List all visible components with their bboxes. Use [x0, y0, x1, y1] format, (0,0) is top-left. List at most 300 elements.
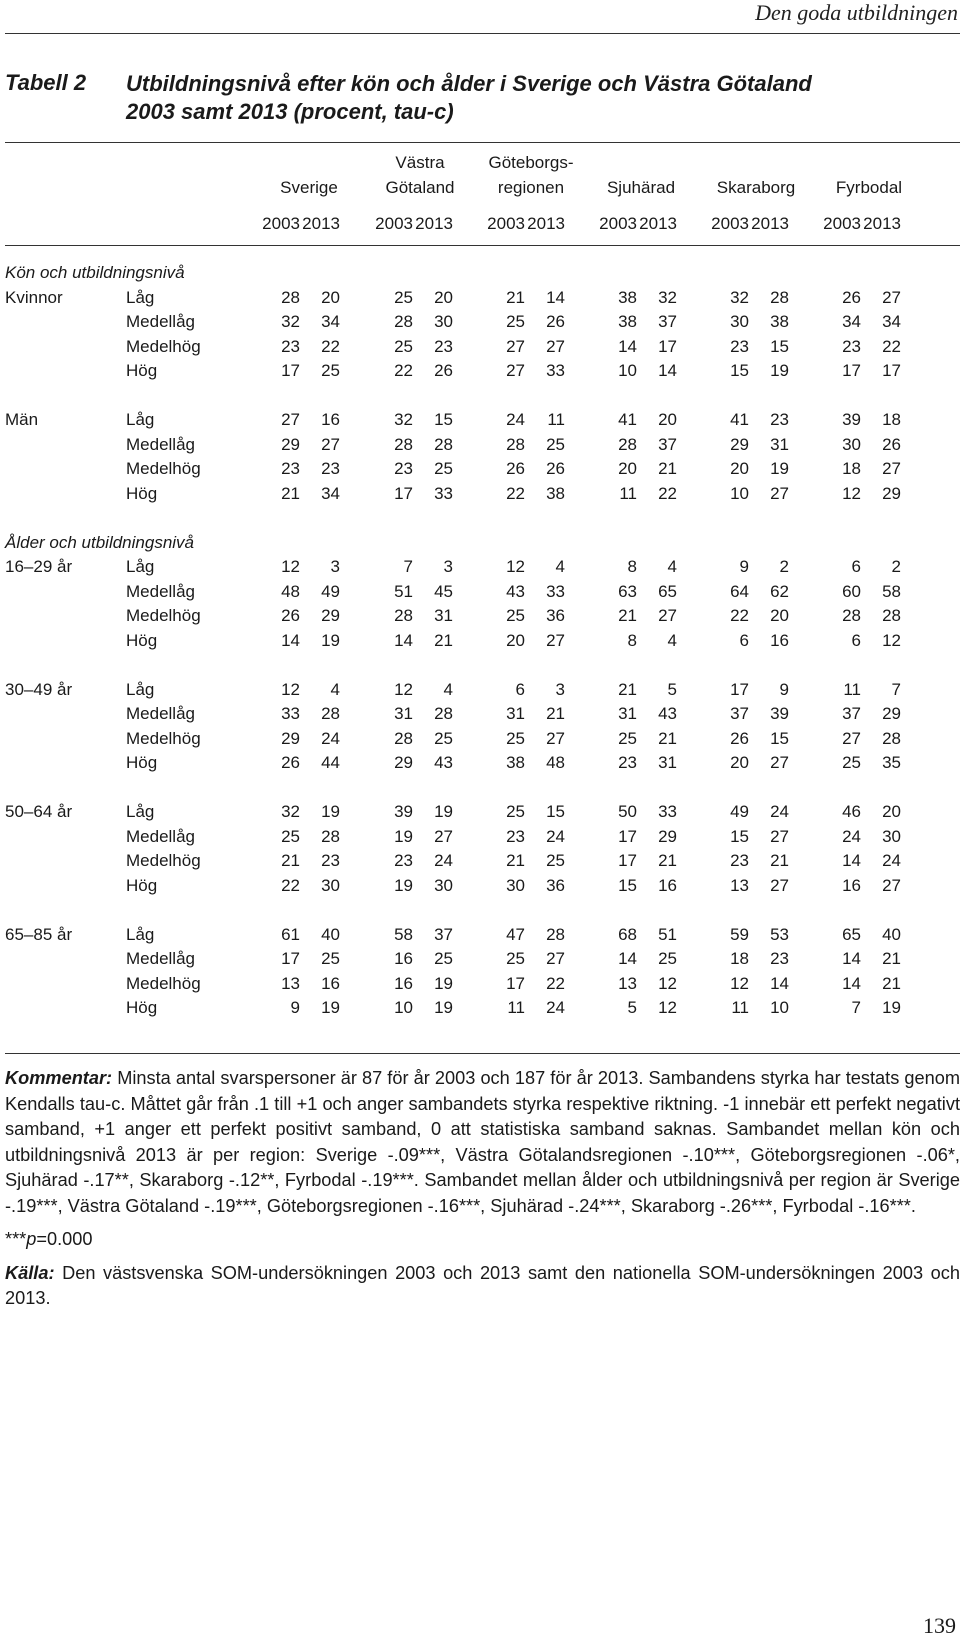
table-cell: 5 — [627, 998, 637, 1017]
table-cell: 17 — [281, 949, 300, 968]
level-label: Medellåg — [126, 434, 195, 454]
comment-text: Minsta antal svarspersoner är 87 för år 2003 och 187 för år 2013. Sambandens styrka har testats genom Kendalls tau-c. Måttet går från .1 till +1 och anger sambandets styrka respektive riktning. -1 innebär ett perfekt negativt samband, +1 anger ett perfekt positivt samband, 0 att statistiska samband saknas. Sambandet mellan kön och utbildningsnivå 2013 är per region: Sverige -.09***, Västra Götalandsregionen -.10***, Göteborgsregionen -.06*, Sjuhärad -.17**, Skaraborg -.12**, Fyrbodal -.19***. Sambandet mellan ålder och utbildningsnivå per region är Sverige -.19***, Västra Götaland -.19***, Göteborgsregionen -.16***, Sjuhärad -.24***, Skaraborg -.26***, Fyrbodal -.16***. — [5, 1068, 960, 1216]
level-label: Medellåg — [126, 949, 195, 968]
table-cell: 21 — [658, 728, 677, 748]
level-label: Hög — [126, 630, 158, 650]
column-header — [809, 150, 929, 200]
table-cell: 33 — [281, 704, 300, 723]
table-cell: 36 — [546, 606, 565, 625]
table-cell: 23 — [394, 851, 413, 870]
table-cell: 21 — [434, 630, 453, 650]
table-cell: 27 — [882, 287, 901, 307]
table-cell: 20 — [730, 459, 749, 478]
table-cell: 23 — [730, 336, 749, 356]
table-cell: 48 — [281, 581, 300, 601]
table-cell: 6 — [739, 630, 749, 650]
table-cell: 7 — [403, 557, 413, 576]
table-cell: 30 — [842, 434, 861, 454]
table-cell: 21 — [618, 679, 637, 699]
header-bottom-rule — [5, 245, 960, 246]
table-cell: 46 — [842, 802, 861, 821]
table-cell: 30 — [506, 875, 525, 895]
table-cell: 14 — [658, 361, 677, 380]
table-cell: 23 — [281, 336, 300, 356]
table-cell: 23 — [281, 459, 300, 478]
table-cell: 17 — [658, 336, 677, 356]
table-cell: 10 — [394, 998, 413, 1017]
table-cell: 21 — [506, 851, 525, 870]
table-cell: 27 — [882, 875, 901, 895]
table-cell: 37 — [434, 924, 453, 944]
table-cell: 47 — [506, 924, 525, 944]
table-cell: 10 — [770, 998, 789, 1017]
table-title — [126, 70, 812, 126]
table-cell: 25 — [506, 728, 525, 748]
group-label: Män — [5, 410, 39, 429]
table-cell: 29 — [882, 483, 901, 503]
table-cell: 49 — [730, 802, 749, 821]
table-cell: 23 — [321, 851, 340, 870]
level-label: Medelhög — [126, 459, 201, 478]
table-cell: 23 — [321, 459, 340, 478]
table-cell: 28 — [394, 606, 413, 625]
table-cell: 22 — [546, 973, 565, 993]
table-cell: 27 — [434, 826, 453, 846]
table-cell: 27 — [770, 753, 789, 772]
table-cell: 30 — [730, 312, 749, 331]
source-label: Källa: — [5, 1262, 55, 1283]
table-cell: 28 — [394, 728, 413, 748]
table-cell: 20 — [506, 630, 525, 650]
table-cell: 28 — [434, 434, 453, 454]
table-cell: 27 — [658, 606, 677, 625]
table-cell: 38 — [618, 312, 637, 331]
comment-label: Kommentar: — [5, 1068, 113, 1088]
table-cell: 30 — [434, 875, 453, 895]
table-cell: 27 — [281, 410, 300, 429]
table-cell: 8 — [627, 630, 637, 650]
level-label: Låg — [126, 287, 155, 307]
table-cell: 14 — [842, 973, 861, 993]
table-cell: 65 — [842, 924, 861, 944]
table-cell: 24 — [882, 851, 901, 870]
table-cell: 50 — [618, 802, 637, 821]
table-cell: 13 — [730, 875, 749, 895]
table-cell: 58 — [394, 924, 413, 944]
table-cell: 30 — [434, 312, 453, 331]
group-label: 30–49 år — [5, 679, 73, 699]
table-cell: 12 — [842, 483, 861, 503]
column-header-line1: Västra — [395, 153, 445, 172]
table-cell: 22 — [321, 336, 340, 356]
table-cell: 21 — [658, 851, 677, 870]
table-cell: 34 — [882, 312, 901, 331]
table-cell: 14 — [770, 973, 789, 993]
group-label: 65–85 år — [5, 924, 73, 944]
table-cell: 28 — [321, 826, 340, 846]
table-cell: 29 — [394, 753, 413, 772]
table-cell: 20 — [321, 287, 340, 307]
table-cell: 21 — [882, 973, 901, 993]
table-cell: 29 — [730, 434, 749, 454]
table-cell: 24 — [842, 826, 861, 846]
level-label: Medelhög — [126, 728, 201, 748]
table-cell: 25 — [321, 361, 340, 380]
table-cell: 40 — [321, 924, 340, 944]
table-cell: 19 — [882, 998, 901, 1017]
table-bottom-rule — [5, 1053, 960, 1054]
table-cell: 25 — [506, 606, 525, 625]
table-cell: 37 — [842, 704, 861, 723]
level-label: Medellåg — [126, 581, 195, 601]
table-cell: 15 — [770, 728, 789, 748]
table-cell: 19 — [434, 802, 453, 821]
table-cell: 24 — [546, 998, 565, 1017]
table-cell: 17 — [281, 361, 300, 380]
year-header: 2013 — [415, 214, 453, 233]
year-header: 2013 — [751, 214, 789, 233]
column-header — [581, 150, 701, 200]
table-cell: 68 — [618, 924, 637, 944]
level-label: Hög — [126, 753, 158, 772]
table-cell: 24 — [546, 826, 565, 846]
table-cell: 43 — [434, 753, 453, 772]
table-cell: 23 — [434, 336, 453, 356]
table-cell: 36 — [546, 875, 565, 895]
table-cell: 41 — [618, 410, 637, 429]
table-cell: 38 — [506, 753, 525, 772]
level-label: Låg — [126, 410, 155, 429]
table-cell: 14 — [546, 287, 565, 307]
year-header: 2003 — [375, 214, 413, 233]
table-cell: 4 — [555, 557, 565, 576]
table-cell: 5 — [667, 679, 677, 699]
level-label: Hög — [126, 361, 158, 380]
table-cell: 17 — [842, 361, 861, 380]
table-cell: 19 — [321, 802, 340, 821]
table-cell: 22 — [658, 483, 677, 503]
table-cell: 16 — [658, 875, 677, 895]
table-cell: 65 — [658, 581, 677, 601]
table-cell: 48 — [546, 753, 565, 772]
table-cell: 2 — [779, 557, 789, 576]
table-cell: 12 — [882, 630, 901, 650]
column-header-line1 — [249, 150, 369, 175]
table-cell: 14 — [618, 336, 637, 356]
table-cell: 10 — [618, 361, 637, 380]
table-cell: 31 — [618, 704, 637, 723]
page-number: 139 — [923, 1613, 956, 1638]
table-cell: 18 — [730, 949, 749, 968]
table-cell: 20 — [658, 410, 677, 429]
table-cell: 37 — [658, 434, 677, 454]
column-header-line1 — [809, 150, 929, 175]
p-variable: p — [26, 1229, 37, 1249]
table-cell: 15 — [730, 826, 749, 846]
table-cell: 63 — [618, 581, 637, 601]
table-cell: 41 — [730, 410, 749, 429]
table-cell: 12 — [394, 679, 413, 699]
table-cell: 27 — [546, 728, 565, 748]
level-label: Hög — [126, 998, 158, 1017]
table-cell: 29 — [281, 434, 300, 454]
table-cell: 37 — [730, 704, 749, 723]
p-text: =0.000 — [36, 1229, 93, 1249]
table-cell: 25 — [546, 851, 565, 870]
table-cell: 27 — [770, 826, 789, 846]
table-cell: 49 — [321, 581, 340, 601]
table-cell: 21 — [770, 851, 789, 870]
level-label: Medelhög — [126, 851, 201, 870]
table-cell: 43 — [658, 704, 677, 723]
table-cell: 28 — [394, 312, 413, 331]
table-cell: 35 — [882, 753, 901, 772]
level-label: Medellåg — [126, 704, 195, 723]
table-cell: 25 — [434, 459, 453, 478]
table-cell: 34 — [321, 483, 340, 503]
table-cell: 16 — [842, 875, 861, 895]
column-header-line1 — [581, 150, 701, 175]
table-cell: 15 — [730, 361, 749, 380]
table-cell: 19 — [434, 998, 453, 1017]
table-cell: 22 — [882, 336, 901, 356]
table-cell: 12 — [506, 557, 525, 576]
table-cell: 33 — [546, 581, 565, 601]
table-cell: 23 — [730, 851, 749, 870]
table-cell: 4 — [330, 679, 340, 699]
table-cell: 3 — [443, 557, 453, 576]
table-cell: 14 — [281, 630, 300, 650]
table-cell: 30 — [321, 875, 340, 895]
column-header-line1: Göteborgs- — [488, 153, 574, 172]
table-cell: 29 — [882, 704, 901, 723]
column-header-line2: Skaraborg — [716, 178, 796, 197]
table-cell: 16 — [321, 410, 340, 429]
table-cell: 7 — [851, 998, 861, 1017]
year-header: 2003 — [262, 214, 300, 233]
table-cell: 12 — [658, 973, 677, 993]
table-cell: 27 — [770, 483, 789, 503]
table-cell: 25 — [506, 312, 525, 331]
table-cell: 22 — [730, 606, 749, 625]
table-cell: 2 — [891, 557, 901, 576]
table-cell: 38 — [770, 312, 789, 331]
table-cell: 51 — [394, 581, 413, 601]
table-cell: 17 — [618, 851, 637, 870]
table-cell: 44 — [321, 753, 340, 772]
table-cell: 24 — [506, 410, 525, 429]
level-label: Hög — [126, 875, 158, 895]
table-cell: 3 — [555, 679, 565, 699]
table-cell: 28 — [321, 704, 340, 723]
table-cell: 13 — [281, 973, 300, 993]
table-cell: 38 — [618, 287, 637, 307]
table-cell: 27 — [546, 949, 565, 968]
table-cell: 13 — [618, 973, 637, 993]
table-cell: 27 — [882, 459, 901, 478]
table-cell: 23 — [770, 410, 789, 429]
level-label: Medellåg — [126, 312, 195, 331]
table-cell: 8 — [627, 557, 637, 576]
table-cell: 27 — [842, 728, 861, 748]
table-cell: 9 — [739, 557, 749, 576]
table-cell: 26 — [281, 753, 300, 772]
table-cell: 51 — [658, 924, 677, 944]
table-cell: 23 — [770, 949, 789, 968]
table-cell: 59 — [730, 924, 749, 944]
table-cell: 25 — [546, 434, 565, 454]
level-label: Låg — [126, 924, 155, 944]
table-cell: 32 — [281, 312, 300, 331]
source-text: Den västsvenska SOM-undersökningen 2003 och 2013 samt den nationella SOM-undersökningen 2003 och 2013. — [5, 1262, 960, 1308]
table-cell: 4 — [667, 557, 677, 576]
table-top-rule — [5, 142, 960, 143]
table-notes — [5, 1066, 960, 1320]
table-cell: 12 — [730, 973, 749, 993]
table-cell: 33 — [546, 361, 565, 380]
table-cell: 27 — [546, 630, 565, 650]
table-cell: 39 — [842, 410, 861, 429]
table-cell: 28 — [882, 728, 901, 748]
table-cell: 16 — [770, 630, 789, 650]
section-title: Kön och utbildningsnivå — [5, 263, 185, 282]
table-cell: 62 — [770, 581, 789, 601]
table-cell: 29 — [321, 606, 340, 625]
table-cell: 19 — [394, 826, 413, 846]
level-label: Hög — [126, 483, 158, 503]
table-cell: 28 — [842, 606, 861, 625]
table-cell: 53 — [770, 924, 789, 944]
table-cell: 4 — [667, 630, 677, 650]
table-cell: 31 — [506, 704, 525, 723]
table-cell: 25 — [434, 949, 453, 968]
table-cell: 6 — [851, 630, 861, 650]
year-header: 2013 — [639, 214, 677, 233]
table-cell: 33 — [434, 483, 453, 503]
table-cell: 14 — [618, 949, 637, 968]
table-cell: 24 — [770, 802, 789, 821]
table-cell: 58 — [882, 581, 901, 601]
table-cell: 61 — [281, 924, 300, 944]
table-cell: 16 — [394, 973, 413, 993]
table-cell: 32 — [730, 287, 749, 307]
table-cell: 21 — [281, 483, 300, 503]
table-cell: 3 — [330, 557, 340, 576]
table-cell: 28 — [882, 606, 901, 625]
table-cell: 21 — [882, 949, 901, 968]
table-cell: 26 — [506, 459, 525, 478]
significance-note — [5, 1227, 960, 1253]
table-cell: 24 — [434, 851, 453, 870]
table-cell: 23 — [506, 826, 525, 846]
column-header-line2: Sjuhärad — [606, 178, 676, 197]
column-header-line2: Sverige — [280, 178, 338, 197]
table-cell: 20 — [730, 753, 749, 772]
header-rule — [5, 33, 960, 34]
table-cell: 29 — [281, 728, 300, 748]
table-cell: 28 — [546, 924, 565, 944]
table-cell: 32 — [281, 802, 300, 821]
year-header: 2003 — [599, 214, 637, 233]
column-header-line2: Fyrbodal — [835, 178, 903, 197]
table-cell: 43 — [506, 581, 525, 601]
table-cell: 12 — [658, 998, 677, 1017]
table-cell: 27 — [546, 336, 565, 356]
table-cell: 31 — [770, 434, 789, 454]
table-cell: 32 — [394, 410, 413, 429]
group-label: 50–64 år — [5, 802, 73, 821]
table-cell: 27 — [321, 434, 340, 454]
level-label: Medelhög — [126, 973, 201, 993]
table-cell: 18 — [882, 410, 901, 429]
table-title-line1: Utbildningsnivå efter kön och ålder i Sverige och Västra Götaland — [126, 71, 812, 96]
table-cell: 26 — [882, 434, 901, 454]
level-label: Medellåg — [126, 826, 195, 846]
table-cell: 25 — [394, 287, 413, 307]
table-cell: 19 — [434, 973, 453, 993]
table-cell: 28 — [434, 704, 453, 723]
table-cell: 23 — [842, 336, 861, 356]
table-cell: 24 — [321, 728, 340, 748]
table-cell: 34 — [842, 312, 861, 331]
table-cell: 64 — [730, 581, 749, 601]
table-cell: 10 — [730, 483, 749, 503]
table-cell: 11 — [547, 410, 565, 429]
year-header: 2013 — [302, 214, 340, 233]
table-cell: 38 — [546, 483, 565, 503]
table-cell: 31 — [658, 753, 677, 772]
table-cell: 17 — [506, 973, 525, 993]
table-cell: 45 — [434, 581, 453, 601]
table-cell: 19 — [394, 875, 413, 895]
table-cell: 26 — [842, 287, 861, 307]
table-cell: 28 — [618, 434, 637, 454]
table-cell: 23 — [618, 753, 637, 772]
table-cell: 19 — [770, 459, 789, 478]
table-cell: 17 — [394, 483, 413, 503]
table-cell: 22 — [506, 483, 525, 503]
column-header — [696, 150, 816, 200]
table-cell: 11 — [619, 483, 637, 503]
table-cell: 12 — [281, 679, 300, 699]
table-cell: 34 — [321, 312, 340, 331]
table-cell: 14 — [842, 949, 861, 968]
table-cell: 22 — [281, 875, 300, 895]
table-cell: 26 — [730, 728, 749, 748]
table-cell: 30 — [882, 826, 901, 846]
table-cell: 37 — [658, 312, 677, 331]
table-cell: 29 — [658, 826, 677, 846]
table-cell: 32 — [658, 287, 677, 307]
table-cell: 25 — [394, 336, 413, 356]
table-cell: 27 — [506, 336, 525, 356]
table-cell: 27 — [770, 875, 789, 895]
table-cell: 25 — [842, 753, 861, 772]
table-cell: 22 — [394, 361, 413, 380]
table-cell: 12 — [281, 557, 300, 576]
table-cell: 20 — [770, 606, 789, 625]
table-cell: 28 — [394, 434, 413, 454]
column-header-line2: regionen — [497, 178, 565, 197]
table-cell: 18 — [842, 459, 861, 478]
table-cell: 23 — [394, 459, 413, 478]
level-label: Låg — [126, 557, 155, 576]
table-cell: 20 — [882, 802, 901, 821]
table-cell: 20 — [434, 287, 453, 307]
table-cell: 26 — [546, 459, 565, 478]
column-header — [360, 150, 480, 200]
table-cell: 4 — [443, 679, 453, 699]
